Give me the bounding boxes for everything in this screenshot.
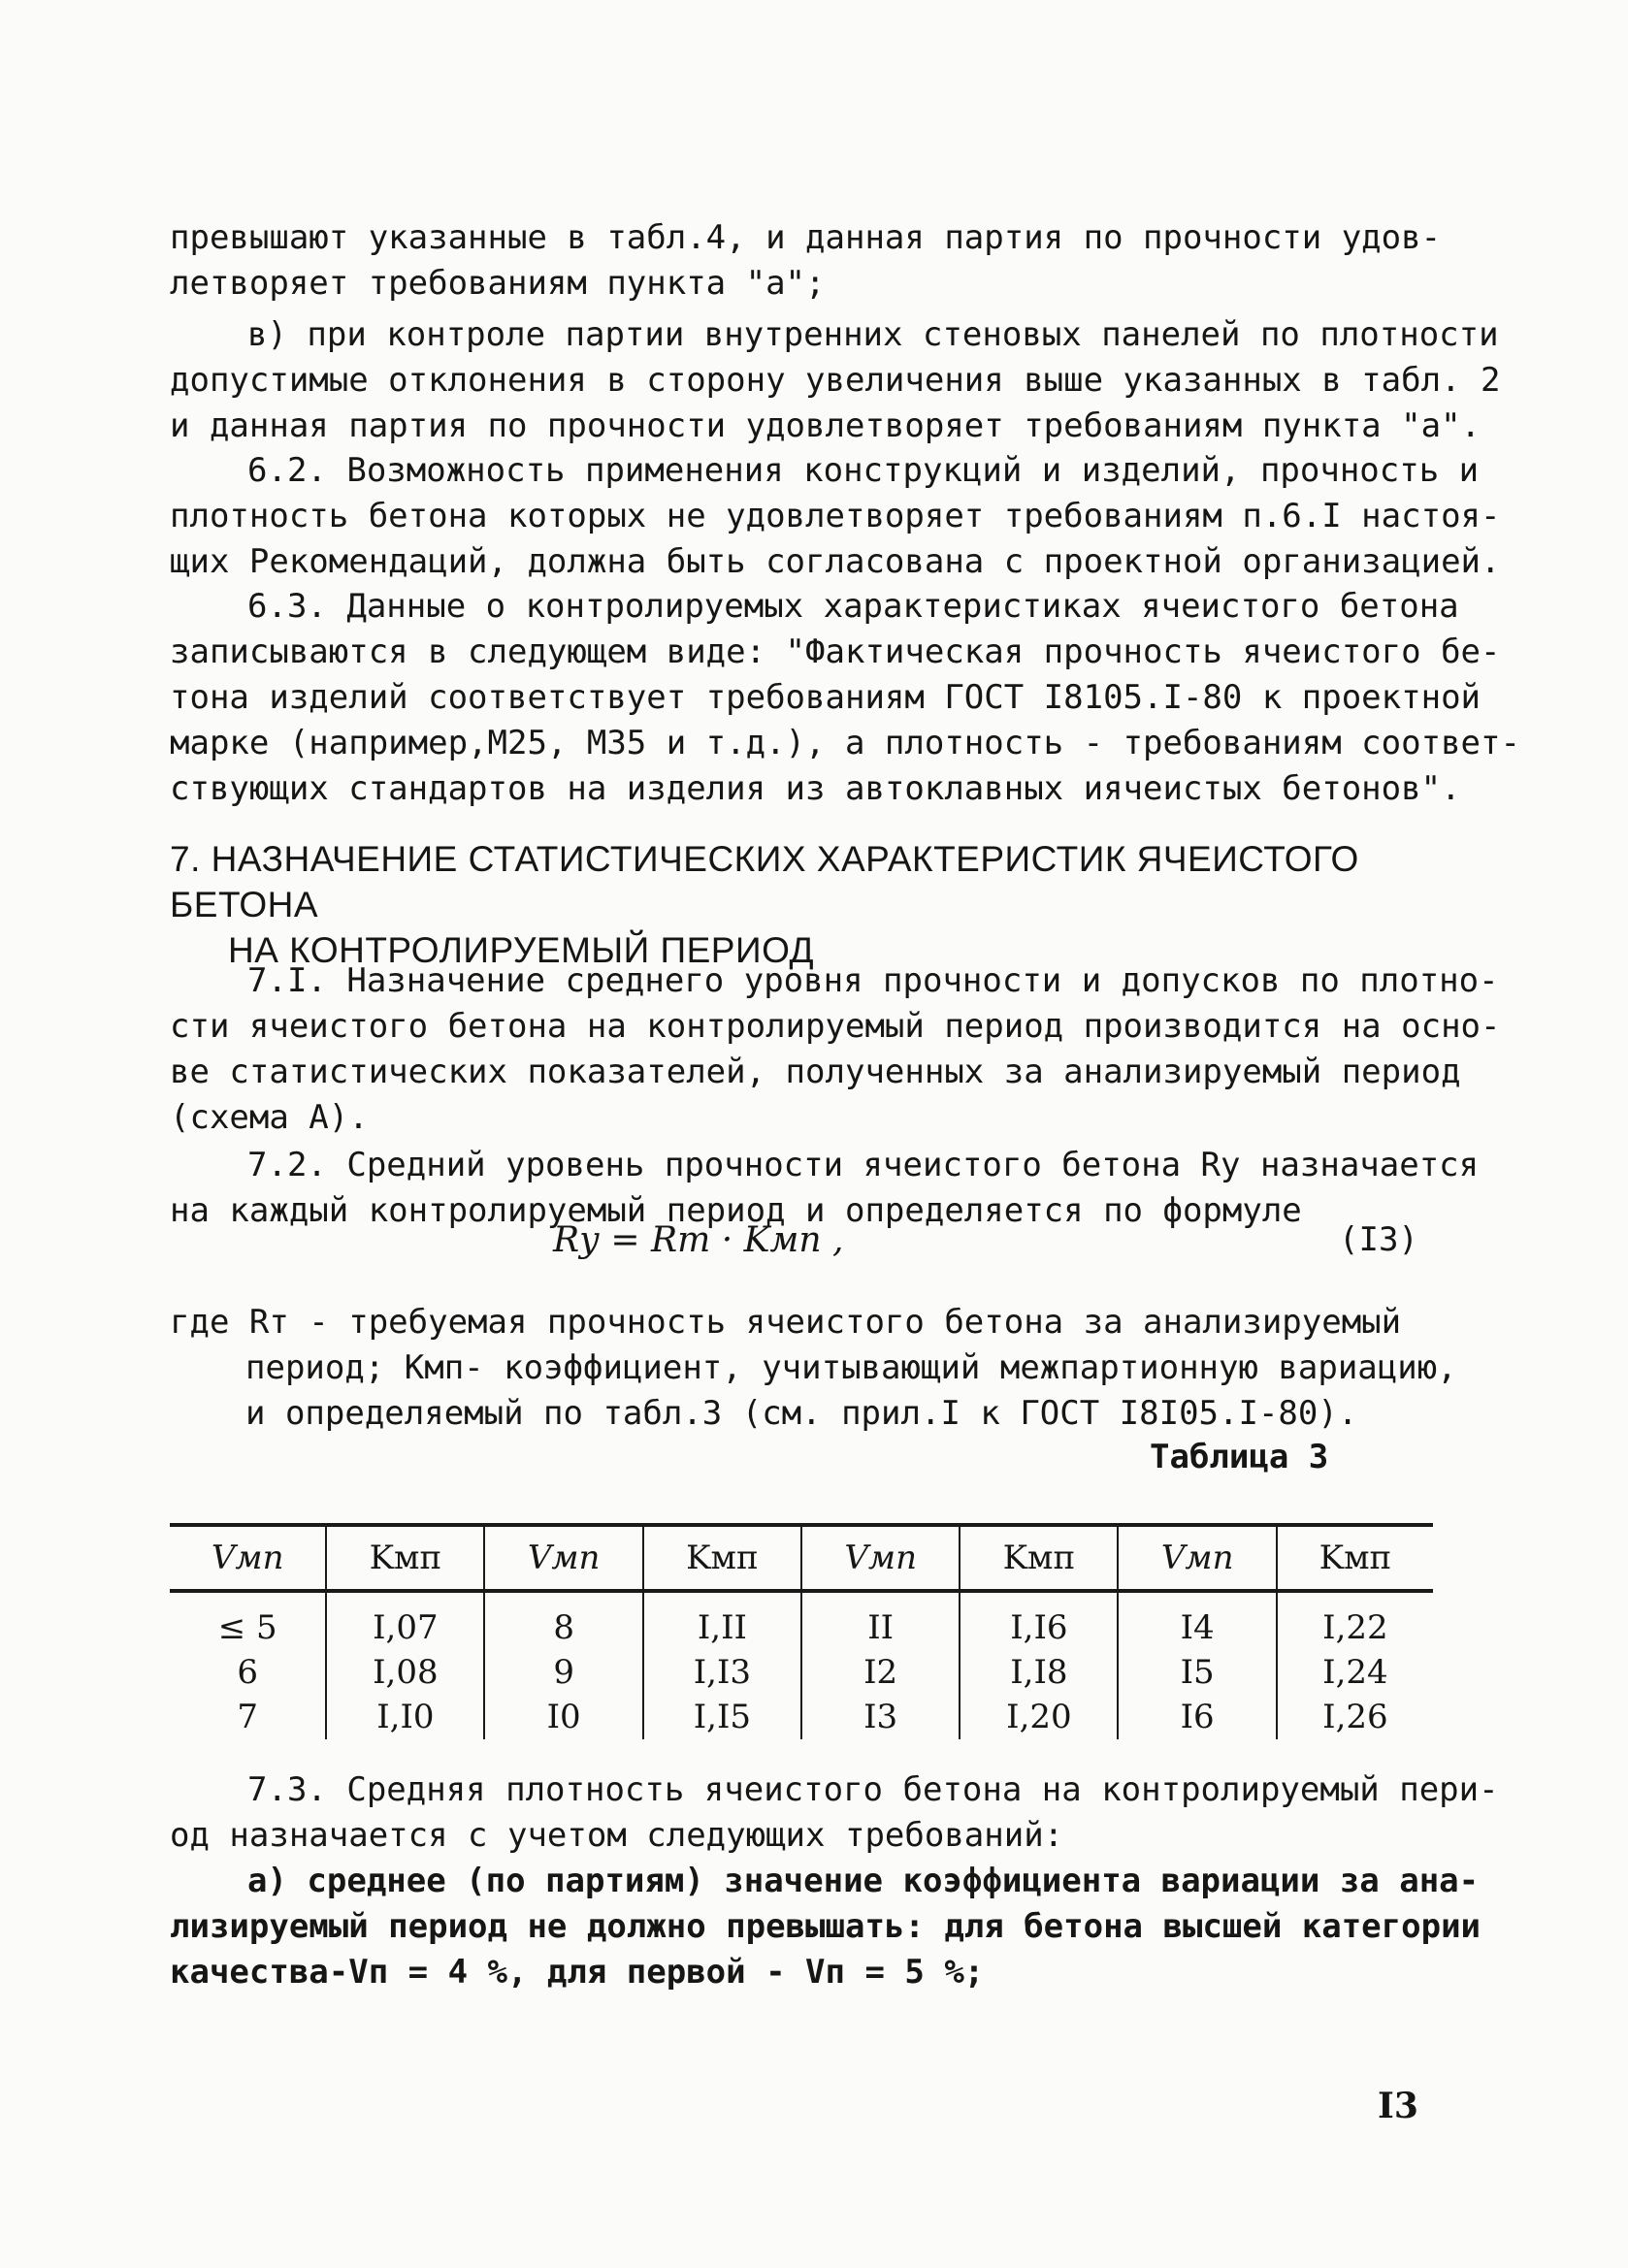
paragraph-where <box>170 1300 1457 1437</box>
text-line: 6.2. Возможность применения конструкций и изделий, прочность и <box>247 451 1480 490</box>
table-cell: I,I0 <box>326 1695 484 1739</box>
table-cell: I3 <box>801 1695 960 1739</box>
paragraph-6-3 <box>170 584 1520 812</box>
table-cell: I,20 <box>960 1695 1118 1739</box>
text-line: плотность бетона которых не удовлетворяет требованиям п.6.I настоя- <box>170 497 1501 535</box>
table-cell: 6 <box>237 1653 258 1692</box>
section-heading <box>170 836 1431 973</box>
text-line: 6.3. Данные о контролируемых характеристиках ячеистого бетона <box>247 587 1459 626</box>
table-cell: I0 <box>484 1695 642 1739</box>
table-cell: 8 <box>484 1591 642 1650</box>
text-line: тона изделий соответствует требованиям ГОСТ I8105.I-80 к проектной <box>170 678 1481 717</box>
table-cell: I,22 <box>1277 1591 1433 1650</box>
text-line: на каждый контролируемый период и определяется по формуле <box>170 1191 1302 1230</box>
table-cell: I,I3 <box>643 1650 801 1695</box>
formula: Rу = Rт · Kмп , <box>553 1220 844 1260</box>
text-line: ствующих стандартов на изделия из автоклавных иячеистых бетонов". <box>170 769 1461 808</box>
text-line: 7.I. Назначение среднего уровня прочности и допусков по плотно- <box>247 961 1499 1000</box>
text-line: сти ячеистого бетона на контролируемый период производится на осно- <box>170 1007 1501 1046</box>
paragraph-7-1 <box>170 958 1501 1141</box>
text-line: 7.2. Средний уровень прочности ячеистого бетона Rу назначается <box>247 1146 1480 1184</box>
text-line: допустимые отклонения в сторону увеличения выше указанных в табл. 2 <box>170 361 1501 400</box>
table-cell: I,08 <box>326 1650 484 1695</box>
text-line: период; Kмп- коэффициент, учитывающий межпартионную вариацию, <box>245 1348 1457 1387</box>
table-cell: 9 <box>484 1650 642 1695</box>
text-line: 7.3. Средняя плотность ячеистого бетона на контролируемый пери- <box>247 1770 1499 1809</box>
text-line: и данная партия по прочности удовлетворяет требованиям пункта "а". <box>170 406 1481 445</box>
table-cell: I,24 <box>1277 1650 1433 1695</box>
table-cell: 7 <box>237 1698 258 1736</box>
text-line: од назначается с учетом следующих требований: <box>170 1816 1064 1855</box>
paragraph-a <box>170 1859 1481 1995</box>
table-row <box>170 1591 1433 1650</box>
page-number: I3 <box>1378 2086 1418 2126</box>
header-cell: Kмп <box>326 1525 484 1591</box>
table-cell: I,07 <box>326 1591 484 1650</box>
paragraph-continuation <box>170 215 1441 307</box>
table-cell: I,II <box>643 1591 801 1650</box>
header-cell: Vмп <box>484 1525 642 1591</box>
text-line: марке (например,М25, М35 и т.д.), а плотность - требованиям соответ- <box>170 724 1520 762</box>
section-heading-line: 7. НАЗНАЧЕНИЕ СТАТИСТИЧЕСКИХ ХАРАКТЕРИСТИК ЯЧЕИСТОГО БЕТОНА <box>170 839 1359 924</box>
paragraph-6-2 <box>170 448 1501 585</box>
table-row <box>170 1650 1433 1695</box>
table-cell: I,I6 <box>960 1591 1118 1650</box>
text-line: а) среднее (по партиям) значение коэффициента вариации за ана- <box>247 1862 1480 1900</box>
header-cell: Kмп <box>960 1525 1118 1591</box>
table-3 <box>170 1523 1433 1739</box>
header-cell: Kмп <box>1277 1525 1433 1591</box>
text-line: где Rт - требуемая прочность ячеистого бетона за анализируемый <box>170 1303 1402 1342</box>
table-row <box>170 1695 1433 1739</box>
text-line: ве статистических показателей, полученных за анализируемый период <box>170 1053 1461 1091</box>
header-cell: Kмп <box>643 1525 801 1591</box>
paragraph-v <box>170 312 1501 449</box>
table-header-row <box>170 1525 1433 1591</box>
text-line: качества-Vп = 4 %, для первой - Vп = 5 %; <box>170 1953 985 1992</box>
text-line: в) при контроле партии внутренних стеновых панелей по плотности <box>247 315 1499 354</box>
table-cell: II <box>801 1591 960 1650</box>
header-cell: Vмп <box>1118 1525 1276 1591</box>
text-line: летворяет требованиям пункта "а"; <box>170 264 826 303</box>
table-cell: I6 <box>1118 1695 1276 1739</box>
text-line: (схема А). <box>170 1098 369 1137</box>
table-cell: I,I5 <box>643 1695 801 1739</box>
table-caption: Таблица 3 <box>1150 1438 1329 1476</box>
section-heading-line: НА КОНТРОЛИРУЕМЫЙ ПЕРИОД <box>228 930 815 970</box>
paragraph-7-3 <box>170 1767 1499 1859</box>
header-cell: Vмп <box>170 1525 326 1591</box>
text-line: лизируемый период не должно превышать: для бетона высшей категории <box>170 1907 1481 1946</box>
table-cell: ≤ 5 <box>217 1608 277 1647</box>
table-cell: I4 <box>1118 1591 1276 1650</box>
equation-number: (I3) <box>1339 1220 1418 1259</box>
table-cell: I5 <box>1118 1650 1276 1695</box>
table-cell: I,I8 <box>960 1650 1118 1695</box>
text-line: превышают указанные в табл.4, и данная партия по прочности удов- <box>170 218 1442 257</box>
header-cell: Vмп <box>801 1525 960 1591</box>
text-line: записываются в следующем виде: "Фактическая прочность ячеистого бе- <box>170 632 1501 671</box>
text-line: щих Рекомендаций, должна быть согласована с проектной организацией. <box>170 542 1501 581</box>
table-cell: I,26 <box>1277 1695 1433 1739</box>
table-cell: I2 <box>801 1650 960 1695</box>
text-line: и определяемый по табл.3 (см. прил.I к ГОСТ I8I05.I-80). <box>245 1394 1358 1433</box>
